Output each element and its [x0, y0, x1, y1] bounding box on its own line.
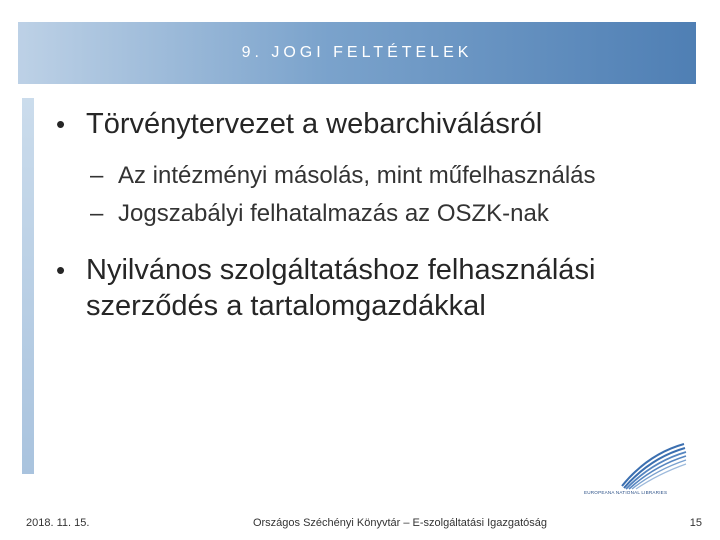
slide-title: 9. JOGI FELTÉTELEK	[241, 44, 473, 61]
logo-caption: EUROPEANA NATIONAL LIBRARIES	[584, 490, 668, 495]
sub-bullet-marker: –	[90, 162, 104, 189]
bullet-text: Törvénytervezet a webarchiválásról	[86, 108, 543, 140]
bullet-marker: •	[56, 255, 66, 285]
title-bar	[18, 22, 696, 84]
bullet-text: Nyilvános szolgáltatáshoz felhasználási szerződés a tartalomgazdákkal	[86, 254, 596, 322]
slide-number: 15	[689, 517, 702, 529]
sub-bullet-text: Jogszabályi felhatalmazás az OSZK-nak	[118, 200, 549, 227]
bullet-item	[56, 252, 696, 324]
sub-bullet-item	[90, 198, 696, 230]
sub-bullet-text: Az intézményi másolás, mint műfelhasználás	[118, 162, 596, 189]
sub-bullet-item	[90, 160, 696, 192]
swoosh-logo-icon	[618, 440, 688, 490]
europeana-logo	[584, 440, 698, 500]
bullet-marker: •	[56, 109, 66, 139]
footer-date: 2018. 11. 15.	[26, 517, 90, 529]
sub-bullet-marker: –	[90, 200, 104, 227]
left-accent-bar	[22, 98, 34, 474]
slide-content	[56, 100, 696, 324]
bullet-item	[56, 106, 696, 142]
footer-organization: Országos Széchényi Könyvtár – E-szolgáltatási Igazgatóság	[252, 517, 548, 529]
